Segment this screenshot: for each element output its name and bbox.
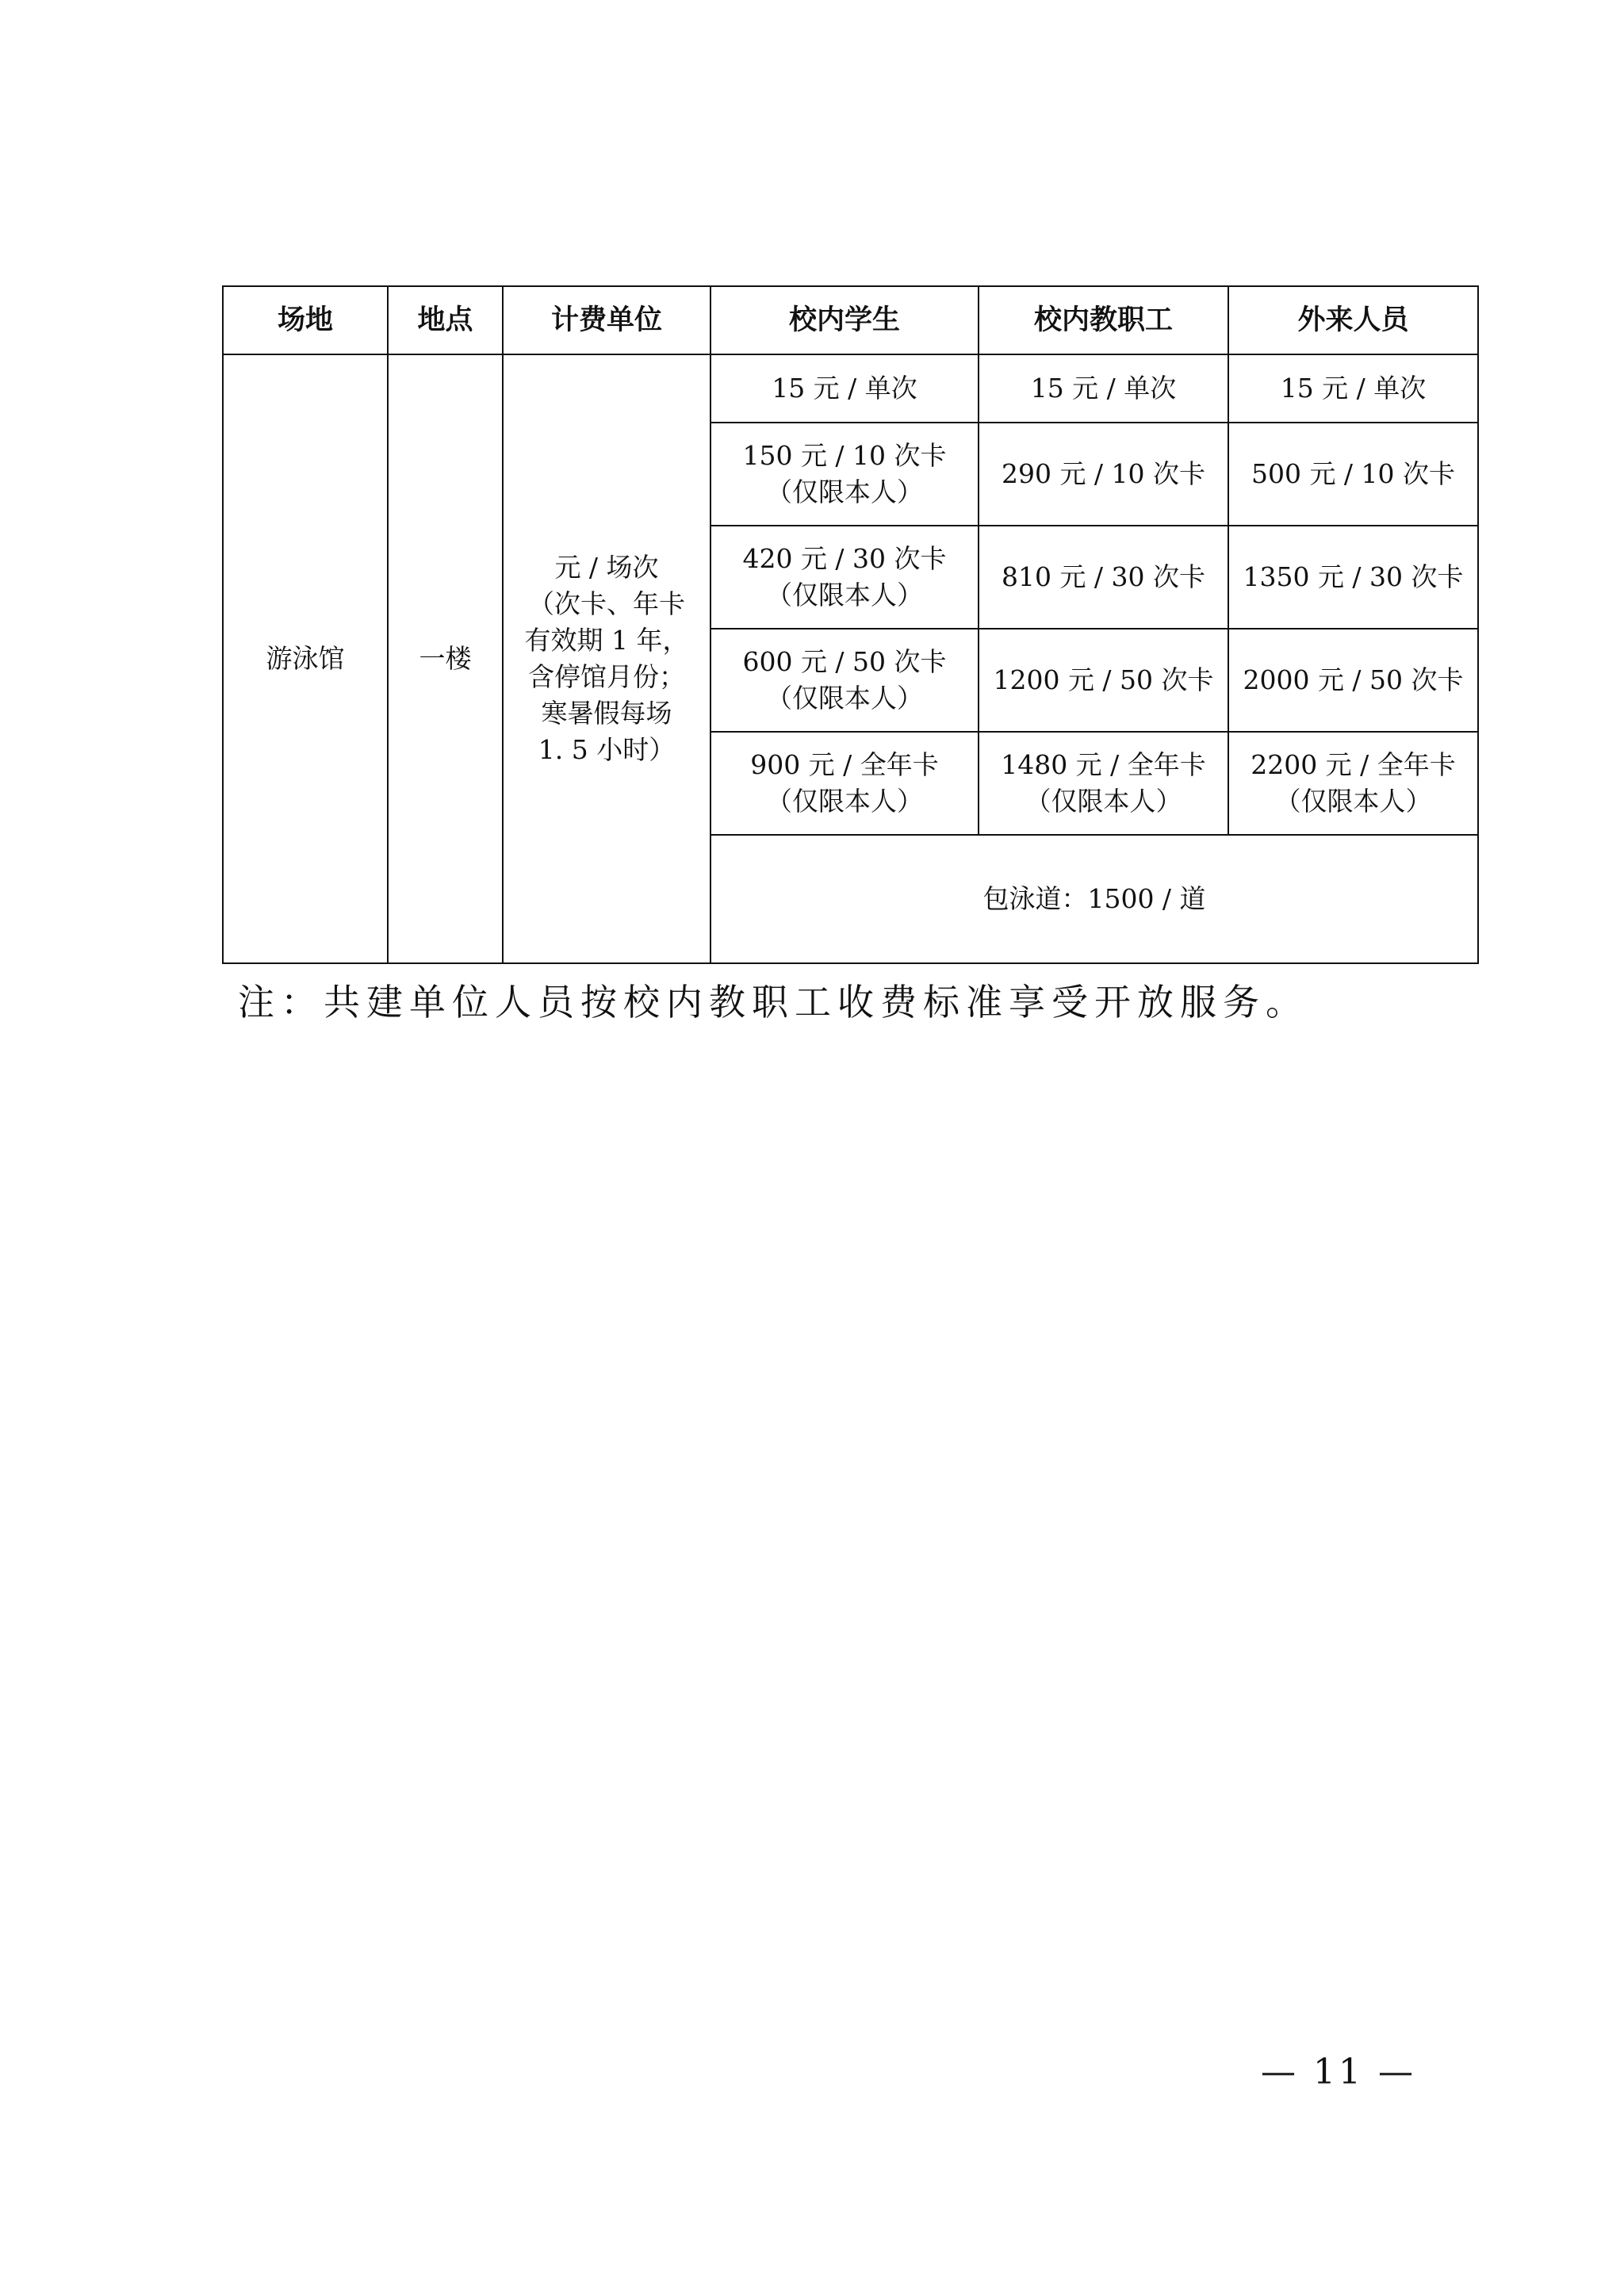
student-price-cell (710, 526, 979, 629)
price-restriction: （仅限本人） (1025, 786, 1182, 817)
external-price-cell (1228, 423, 1478, 526)
external-price-cell (1228, 732, 1478, 835)
billing-unit-line: 元 / 场次 (554, 552, 659, 583)
price-restriction: （仅限本人） (766, 683, 923, 714)
staff-price-cell (979, 732, 1228, 835)
swimming-fee-table (222, 285, 1479, 964)
external-price-cell (1228, 354, 1478, 423)
header-billing-unit: 计费单位 (503, 286, 710, 354)
lane-rental-cell: 包泳道：1500 / 道 (710, 835, 1478, 963)
price-text: 600 元 / 50 次卡 (742, 646, 947, 677)
staff-price-cell (979, 526, 1228, 629)
billing-unit-cell (503, 354, 710, 963)
table-header-row (223, 286, 1478, 354)
external-price-cell (1228, 629, 1478, 732)
header-student: 校内学生 (710, 286, 979, 354)
price-text: 420 元 / 30 次卡 (742, 543, 947, 574)
venue-cell: 游泳馆 (223, 354, 388, 963)
billing-unit-line: 有效期 1 年， (524, 625, 689, 656)
billing-unit-line: （次卡、年卡 (528, 588, 685, 619)
price-text: 1200 元 / 50 次卡 (993, 664, 1214, 695)
header-staff: 校内教职工 (979, 286, 1228, 354)
price-text: 15 元 / 单次 (1280, 373, 1427, 404)
price-restriction: （仅限本人） (766, 476, 923, 507)
staff-price-cell (979, 354, 1228, 423)
staff-price-cell (979, 629, 1228, 732)
header-location: 地点 (388, 286, 503, 354)
price-text: 290 元 / 10 次卡 (1001, 458, 1206, 489)
billing-unit-line: 1. 5 小时） (538, 734, 676, 765)
staff-price-cell (979, 423, 1228, 526)
student-price-cell (710, 629, 979, 732)
price-restriction: （仅限本人） (766, 580, 923, 610)
price-text: 500 元 / 10 次卡 (1251, 458, 1456, 489)
price-restriction: （仅限本人） (1274, 786, 1432, 817)
table-row (223, 354, 1478, 423)
header-venue: 场地 (223, 286, 388, 354)
price-text: 900 元 / 全年卡 (750, 749, 939, 780)
location-cell: 一楼 (388, 354, 503, 963)
price-text: 2200 元 / 全年卡 (1251, 749, 1456, 780)
price-restriction: （仅限本人） (766, 786, 923, 817)
price-text: 2000 元 / 50 次卡 (1243, 664, 1464, 695)
price-text: 1350 元 / 30 次卡 (1243, 561, 1464, 592)
student-price-cell (710, 423, 979, 526)
price-text: 150 元 / 10 次卡 (742, 440, 947, 471)
student-price-cell (710, 732, 979, 835)
price-text: 810 元 / 30 次卡 (1001, 561, 1206, 592)
page-number: — 11 — (1261, 2052, 1416, 2092)
fee-note: 注：共建单位人员按校内教职工收费标准享受开放服务。 (238, 981, 1308, 1024)
billing-unit-line: 寒暑假每场 (541, 698, 672, 729)
price-text: 15 元 / 单次 (1030, 373, 1177, 404)
student-price-cell (710, 354, 979, 423)
price-text: 15 元 / 单次 (772, 373, 917, 404)
header-external: 外来人员 (1228, 286, 1478, 354)
billing-unit-line: 含停馆月份； (528, 661, 685, 692)
external-price-cell (1228, 526, 1478, 629)
price-text: 1480 元 / 全年卡 (1001, 749, 1206, 780)
